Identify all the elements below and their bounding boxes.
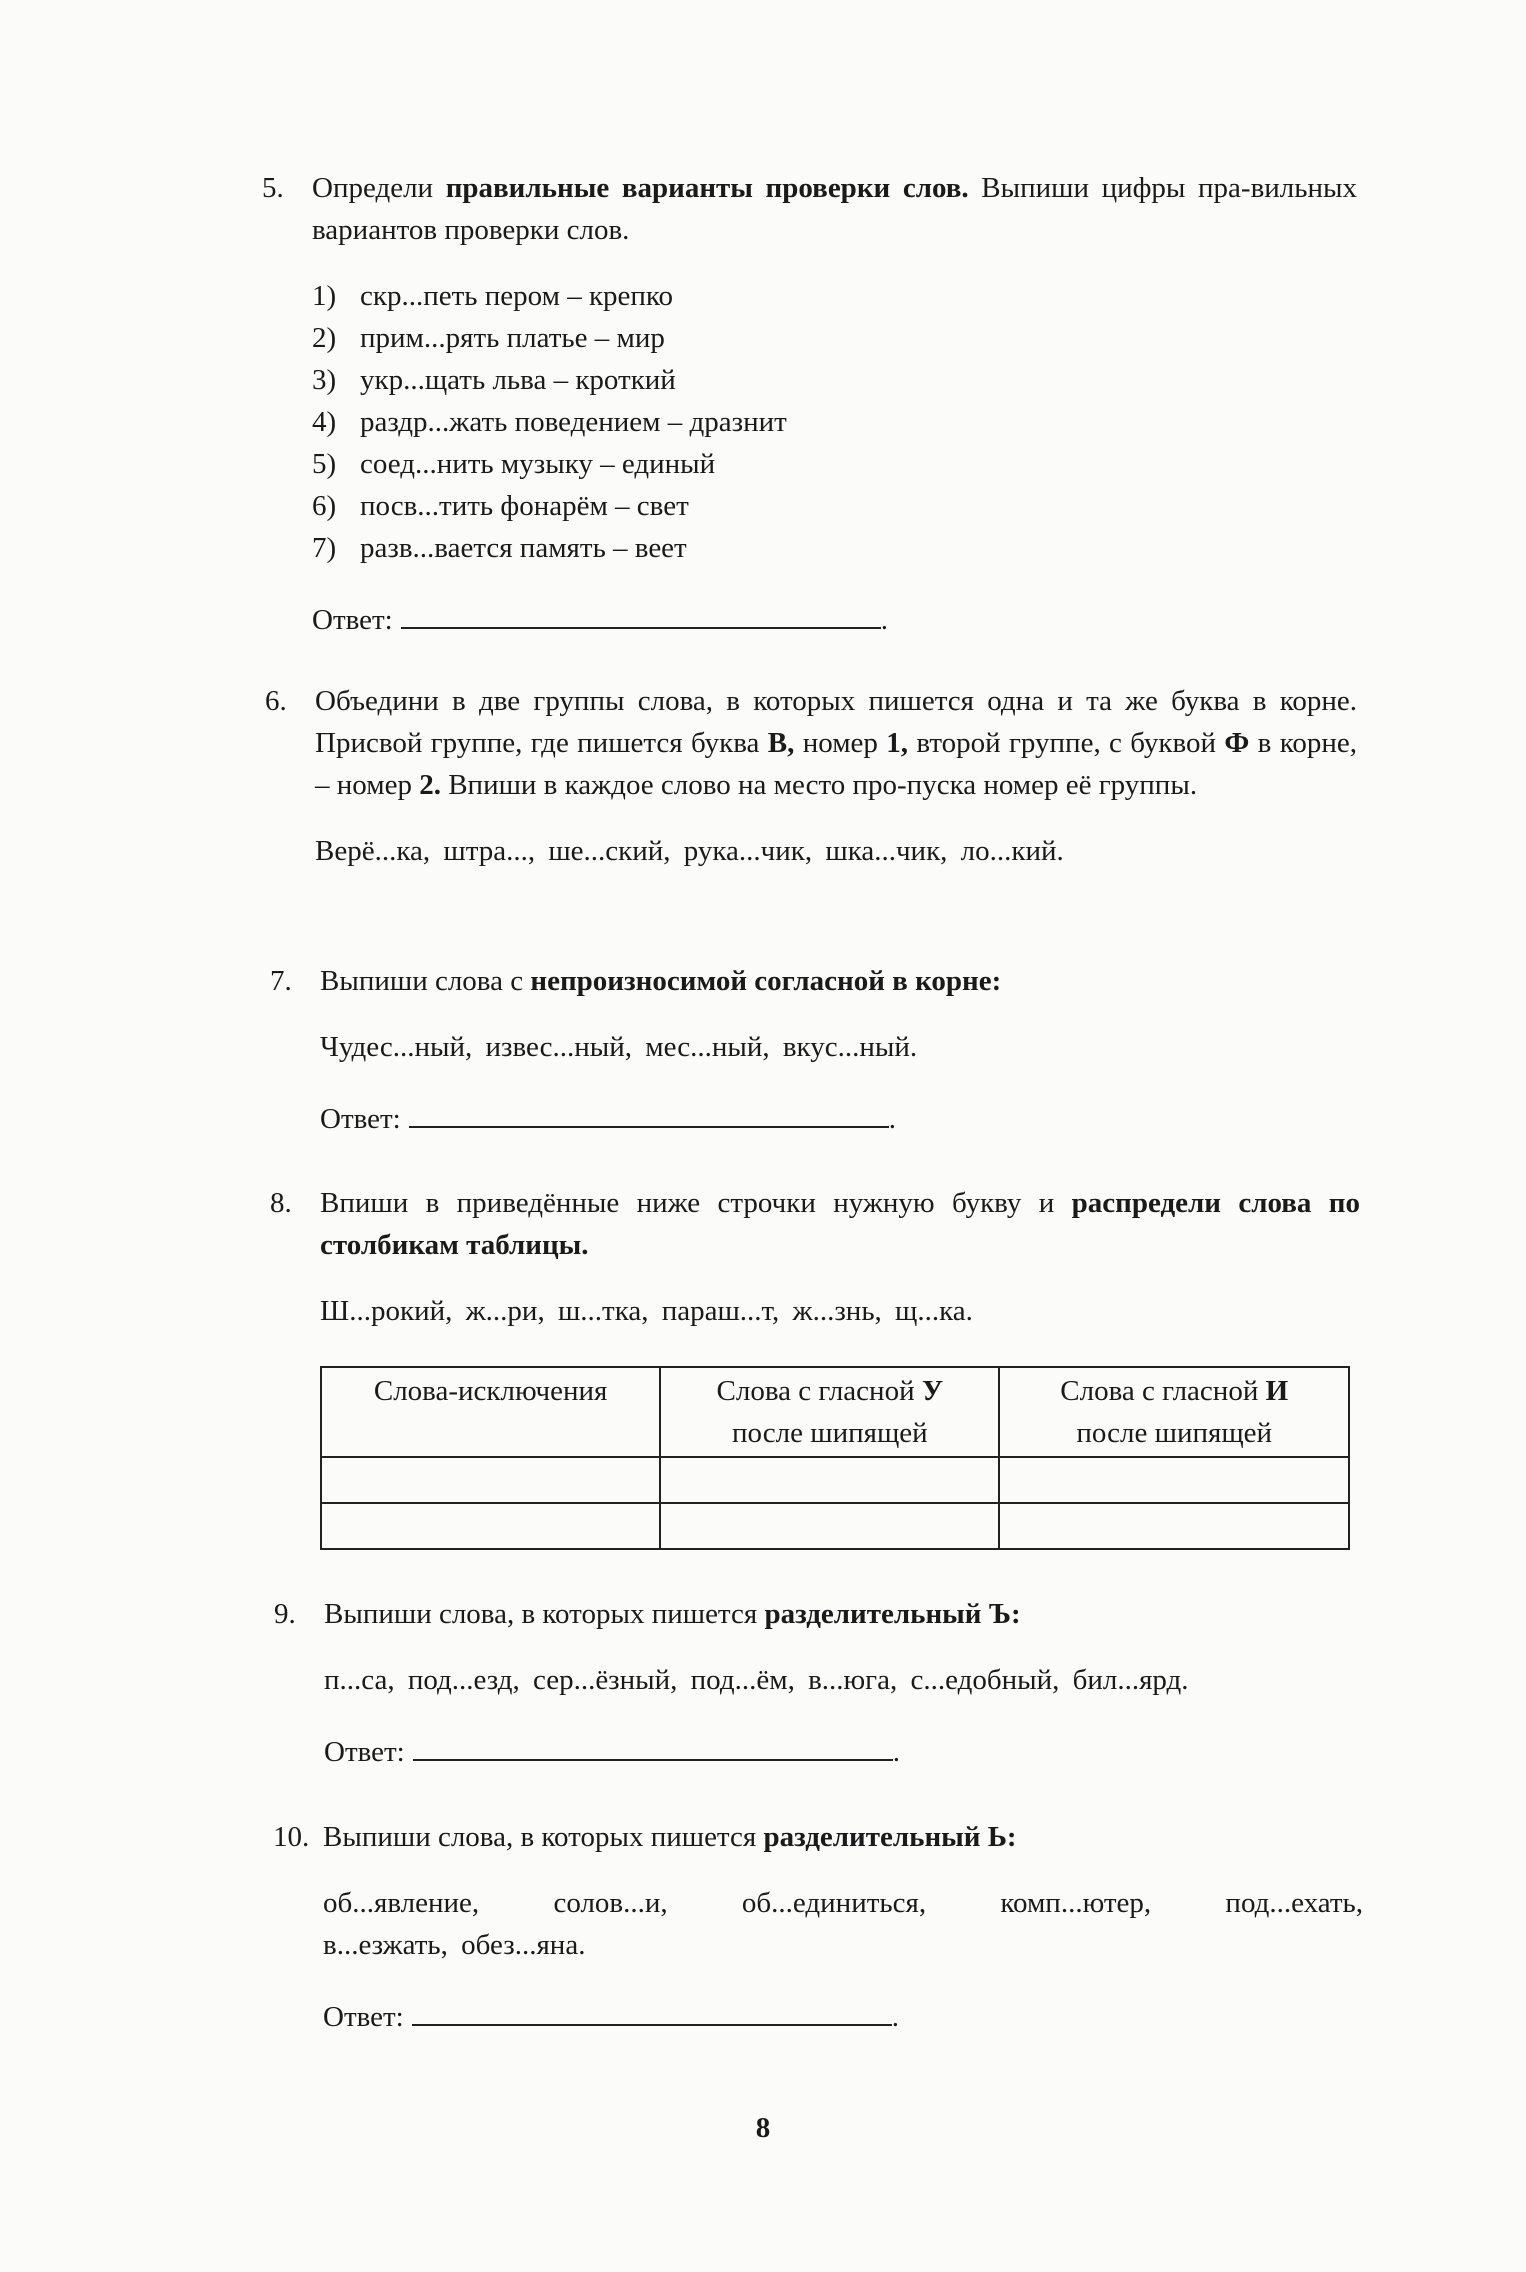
task-question: Впиши в приведённые ниже строчки нужную букву и распредели слова по столбикам таблицы. bbox=[320, 1187, 1360, 1261]
task-question: Выпиши слова с непроизносимой согласной в корне: bbox=[320, 965, 1002, 997]
answer-field[interactable] bbox=[413, 1729, 893, 1761]
answer-row: Ответ: . bbox=[324, 1729, 1360, 1773]
table-cell[interactable] bbox=[660, 1503, 999, 1549]
task-10 bbox=[273, 1816, 1363, 2038]
task-number: 8. bbox=[270, 1187, 292, 1219]
task-question: Выпиши слова, в которых пишется разделительный Ь: bbox=[323, 1821, 1017, 1853]
table-row bbox=[321, 1457, 1349, 1503]
task-8 bbox=[270, 1182, 1360, 1550]
option-item: 6) посв...тить фонарём – свет bbox=[312, 490, 689, 522]
task-number: 7. bbox=[270, 965, 292, 997]
table-row bbox=[321, 1503, 1349, 1549]
table-header-cell: Слова с гласной У после шипящей bbox=[660, 1367, 999, 1457]
answer-field[interactable] bbox=[409, 1096, 889, 1128]
table-cell[interactable] bbox=[321, 1503, 660, 1549]
answer-row: Ответ: . bbox=[323, 1994, 1363, 2038]
page-number: 8 bbox=[755, 2112, 771, 2144]
table-header-row bbox=[321, 1367, 1349, 1457]
task-question: Определи правильные варианты проверки слов. Выпиши цифры пра-вильных вариантов проверки слов. bbox=[312, 172, 1357, 246]
answer-row: Ответ: . bbox=[312, 597, 1357, 641]
task-5 bbox=[262, 167, 1357, 641]
options-list bbox=[312, 275, 1357, 569]
table-cell[interactable] bbox=[321, 1457, 660, 1503]
table-header-cell: Слова-исключения bbox=[321, 1367, 660, 1457]
table-cell[interactable] bbox=[999, 1457, 1349, 1503]
answer-field[interactable] bbox=[412, 1994, 892, 2026]
task-words: Чудес...ный, извес...ный, мес...ный, вкус...ный. bbox=[320, 1031, 918, 1063]
option-item: 7) разв...вается память – веет bbox=[312, 532, 687, 564]
answer-row: Ответ: . bbox=[320, 1096, 1357, 1140]
option-item: 3) укр...щать льва – кроткий bbox=[312, 364, 676, 396]
task-7 bbox=[270, 960, 1357, 1140]
table-header-cell: Слова с гласной И после шипящей bbox=[999, 1367, 1349, 1457]
task-question: Выпиши слова, в которых пишется разделительный Ъ: bbox=[324, 1598, 1021, 1630]
option-item: 5) соед...нить музыку – единый bbox=[312, 448, 716, 480]
option-item: 2) прим...рять платье – мир bbox=[312, 322, 665, 354]
task-number: 5. bbox=[262, 172, 284, 204]
task-6 bbox=[265, 680, 1357, 872]
task-words: п...са, под...езд, сер...ёзный, под...ём, в...юга, с...едобный, бил...ярд. bbox=[324, 1664, 1189, 1696]
table-cell[interactable] bbox=[660, 1457, 999, 1503]
task-question: Объедини в две группы слова, в которых пишется одна и та же буква в корне. Присвой группе, где пишется буква В, номер 1, второй группе, с буквой Ф в корне, – номер 2. Впиши в каждое слово на место про-пуска номер её группы. bbox=[315, 685, 1357, 801]
task-words: Верё...ка, штра..., ше...ский, рука...чик, шка...чик, ло...кий. bbox=[315, 835, 1064, 867]
option-item: 4) раздр...жать поведением – дразнит bbox=[312, 406, 787, 438]
sort-table bbox=[320, 1366, 1350, 1550]
task-number: 10. bbox=[273, 1821, 310, 1853]
task-words: Ш...рокий, ж...ри, ш...тка, параш...т, ж...знь, щ...ка. bbox=[320, 1295, 973, 1327]
task-number: 6. bbox=[265, 685, 287, 717]
task-9 bbox=[274, 1593, 1360, 1773]
option-item: 1) скр...петь пером – крепко bbox=[312, 280, 674, 312]
answer-field[interactable] bbox=[401, 597, 881, 629]
task-words: об...явление, солов...и, об...единиться, комп...ютер, под...ехать, в...езжать, обез...яна. bbox=[323, 1887, 1363, 1961]
task-number: 9. bbox=[274, 1598, 296, 1630]
table-cell[interactable] bbox=[999, 1503, 1349, 1549]
